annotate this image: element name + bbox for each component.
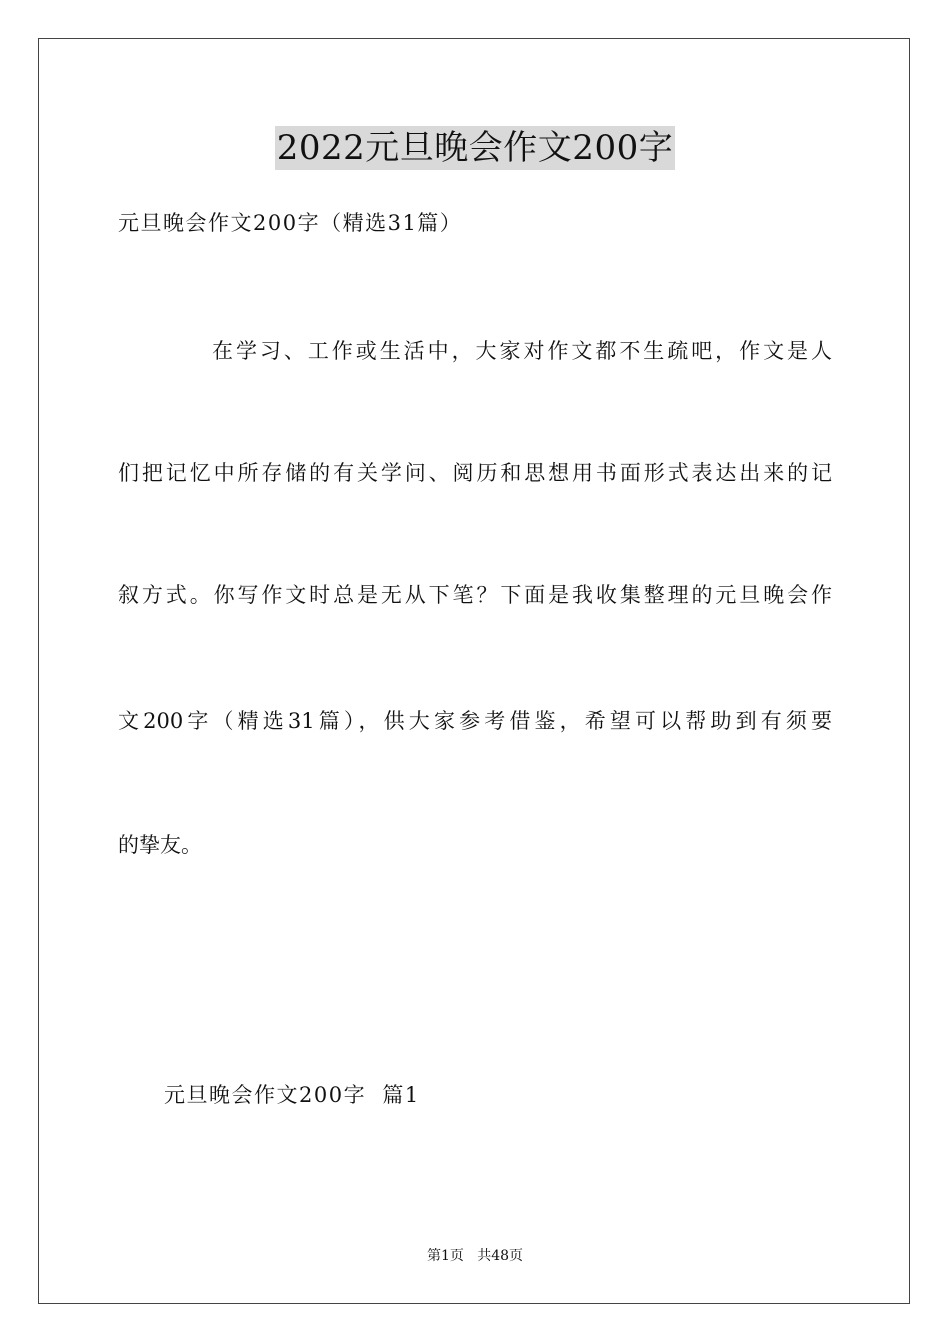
section-heading: 元旦晚会作文200字 篇1 xyxy=(164,1083,420,1107)
paragraph-line: 叙方式。你写作文时总是无从下笔？下面是我收集整理的元旦晚会作 xyxy=(118,583,832,607)
paragraph-line: 文200字（精选31篇），供大家参考借鉴，希望可以帮助到有须要 xyxy=(118,709,832,733)
page-footer: 第1页 共48页 xyxy=(426,1248,524,1264)
paragraph-line: 们把记忆中所存储的有关学问、阅历和思想用书面形式表达出来的记 xyxy=(118,461,832,485)
paragraph-line: 的挚友。 xyxy=(118,833,202,857)
document-title: 2022元旦晚会作文200字 xyxy=(276,128,674,168)
paragraph-line: 在学习、工作或生活中，大家对作文都不生疏吧，作文是人 xyxy=(212,339,832,363)
document-subtitle: 元旦晚会作文200字（精选31篇） xyxy=(118,211,463,235)
title-container xyxy=(0,126,950,170)
